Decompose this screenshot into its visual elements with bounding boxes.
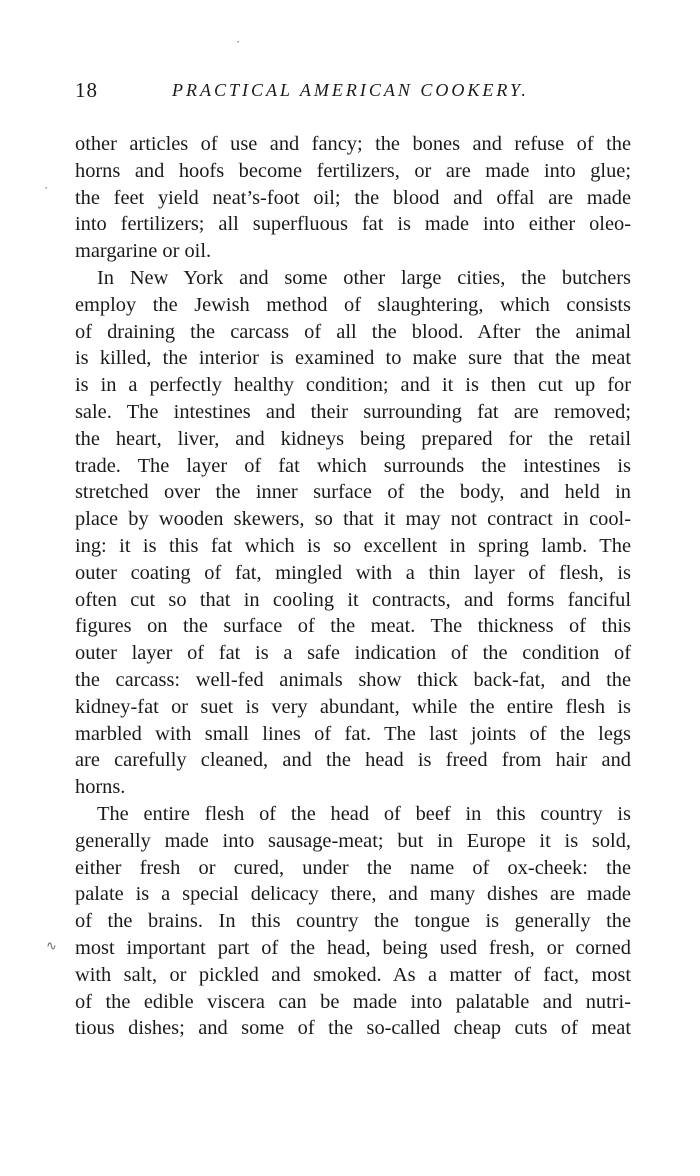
text-line: generally made into sausage-meat; but in Europe it is sold, <box>75 829 631 852</box>
text-line: place by wooden skewers, so that it may not contract in cool- <box>75 508 631 531</box>
ink-speck: · <box>44 180 49 195</box>
text-line: of the edible viscera can be made into palatable and nutri- <box>75 990 631 1013</box>
text-line: the heart, liver, and kidneys being prepared for the retail <box>75 427 631 450</box>
text-line: other articles of use and fancy; the bones and refuse of the <box>75 133 631 155</box>
text-line: is in a perfectly healthy condition; and it is then cut up for <box>75 374 631 397</box>
text-line: are carefully cleaned, and the head is freed from hair and <box>75 749 631 772</box>
page-header <box>75 78 635 106</box>
running-head: PRACTICAL AMERICAN COOKERY. <box>172 80 529 100</box>
text-line: marbled with small lines of fat. The last joints of the legs <box>75 722 631 745</box>
text-line: kidney-fat or suet is very abundant, while the entire flesh is <box>75 695 631 718</box>
text-line: employ the Jewish method of slaughtering, which consists <box>75 293 631 316</box>
text-line: of draining the carcass of all the blood. After the animal <box>75 320 631 343</box>
text-line: horns. <box>75 776 126 799</box>
text-line: of the brains. In this country the tongue is generally the <box>75 910 631 933</box>
text-line: the feet yield neat’s-foot oil; the blood and offal are made <box>75 186 631 209</box>
page-number: 18 <box>75 78 98 102</box>
text-line: the carcass: well-fed animals show thick back-fat, and the <box>75 668 631 691</box>
ink-speck: · <box>236 34 241 49</box>
text-line: most important part of the head, being used fresh, or corned <box>75 936 631 959</box>
text-line: In New York and some other large cities, the butchers <box>97 266 631 289</box>
text-line: stretched over the inner surface of the body, and held in <box>75 481 631 504</box>
text-line: often cut so that in cooling it contracts, and forms fanciful <box>75 588 631 611</box>
text-line: horns and hoofs become fertilizers, or are made into glue; <box>75 159 631 182</box>
text-line: with salt, or pickled and smoked. As a matter of fact, most <box>75 963 631 986</box>
text-line: tious dishes; and some of the so-called cheap cuts of meat <box>75 1017 631 1040</box>
text-line: outer layer of fat is a safe indication of the condition of <box>75 642 631 665</box>
text-line: is killed, the interior is examined to make sure that the meat <box>75 347 631 370</box>
text-line: outer coating of fat, mingled with a thin layer of flesh, is <box>75 561 631 584</box>
text-line: either fresh or cured, under the name of ox-cheek: the <box>75 856 631 879</box>
paragraph-2 <box>75 265 631 801</box>
text-line: margarine or oil. <box>75 240 212 263</box>
paragraph-1 <box>75 131 631 265</box>
text-line: palate is a special delicacy there, and many dishes are made <box>75 883 631 906</box>
text-line: figures on the surface of the meat. The thickness of this <box>75 615 631 638</box>
text-line: ing: it is this fat which is so excellent in spring lamb. The <box>75 534 631 557</box>
paragraph-3 <box>75 801 631 1042</box>
margin-mark: ∿ <box>46 938 57 953</box>
text-line: sale. The intestines and their surrounding fat are removed; <box>75 400 631 423</box>
text-line: trade. The layer of fat which surrounds the intestines is <box>75 454 631 477</box>
text-line: into fertilizers; all superfluous fat is made into either oleo- <box>75 213 631 236</box>
text-line: The entire flesh of the head of beef in this country is <box>97 802 631 825</box>
body-text <box>75 131 631 1042</box>
